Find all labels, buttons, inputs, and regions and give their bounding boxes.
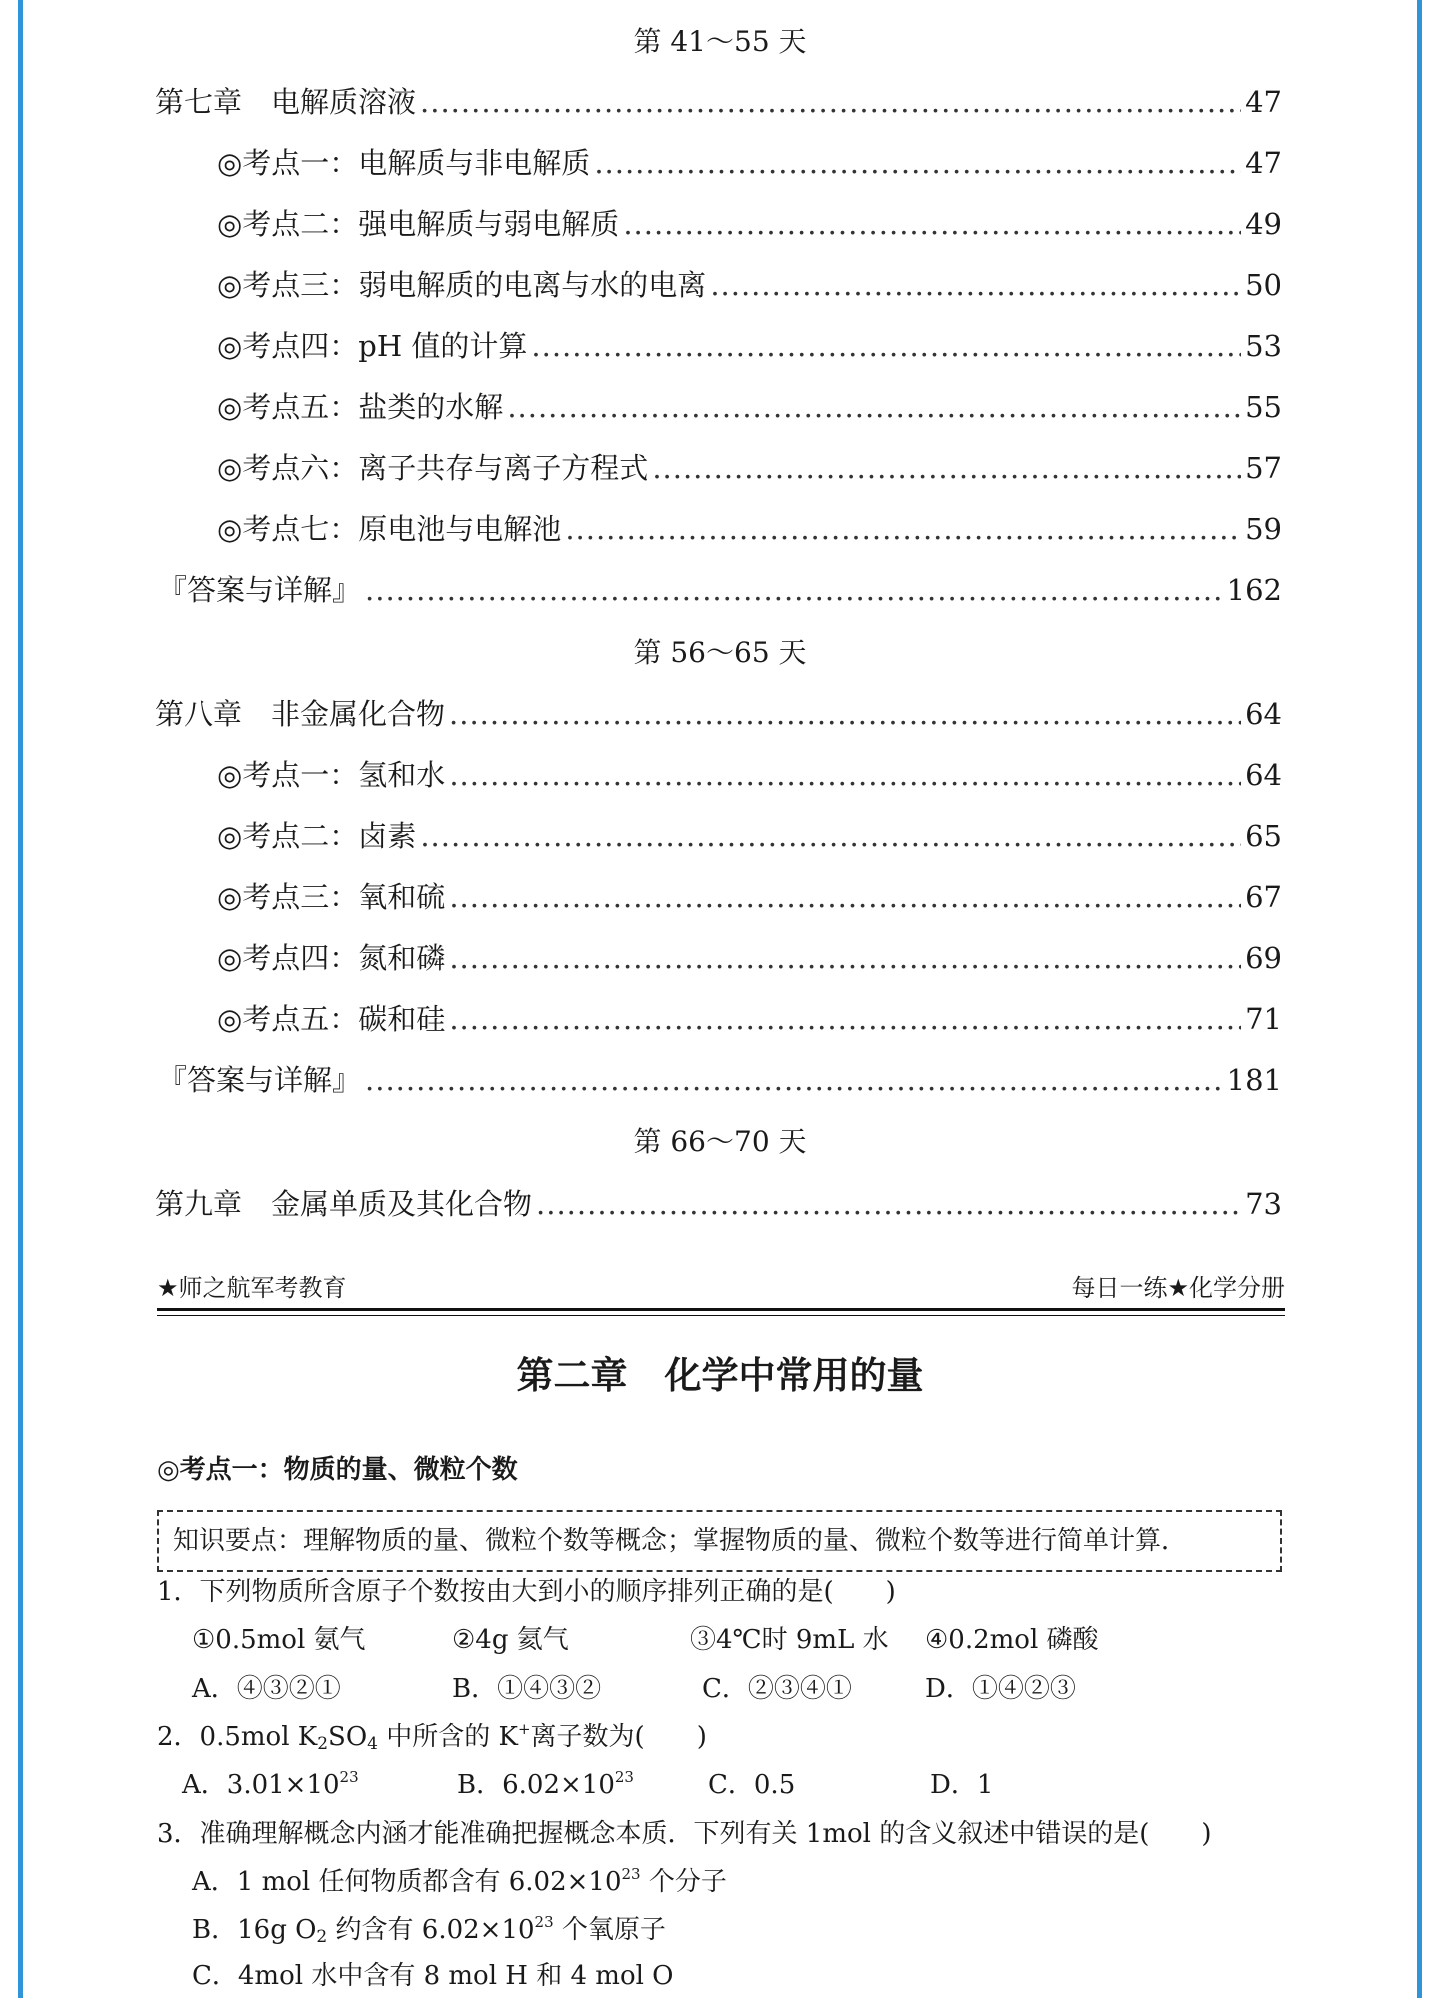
- toc-point-row[interactable]: [217, 387, 1282, 427]
- header-rule-thin: [157, 1315, 1285, 1316]
- toc-point-row[interactable]: [217, 509, 1282, 549]
- toc-chapter-label: 第八章 非金属化合物: [155, 697, 446, 731]
- question-1-stem: 1．下列物质所含原子个数按由大到小的顺序排列正确的是( ): [157, 1577, 896, 1607]
- page-header: [157, 1272, 1285, 1304]
- toc-point-row[interactable]: [217, 448, 1282, 488]
- toc-leader-dots: [652, 448, 1241, 488]
- toc-day-range: 第 56～65 天: [633, 636, 807, 669]
- q2-stem-part: 离子数为( ): [530, 1722, 707, 1752]
- toc-page-number: 47: [1245, 85, 1282, 119]
- option-exponent: 23: [534, 1913, 554, 1931]
- question-2-option-d[interactable]: D．1: [930, 1770, 994, 1800]
- toc-point-row[interactable]: [217, 816, 1282, 856]
- q2-subscript: 2: [317, 1734, 329, 1754]
- question-2-option-a[interactable]: [182, 1767, 359, 1803]
- toc-page-number: 50: [1245, 268, 1282, 302]
- toc-point-row[interactable]: [217, 143, 1282, 183]
- toc-answer-row[interactable]: [158, 1060, 1282, 1100]
- toc-point-label: ◎考点七：原电池与电解池: [217, 512, 562, 546]
- question-3-option-a[interactable]: [192, 1864, 727, 1900]
- toc-answer-label: 『答案与详解』: [158, 1063, 362, 1097]
- toc-page-number: 47: [1245, 146, 1282, 180]
- toc-leader-dots: [449, 999, 1241, 1039]
- toc-page-number: 49: [1245, 207, 1282, 241]
- toc-page-number: 57: [1245, 451, 1282, 485]
- option-text: A．1 mol 任何物质都含有 6.02×10: [192, 1867, 622, 1897]
- toc-point-label: ◎考点四：氮和磷: [217, 941, 446, 975]
- toc-chapter-label: 第九章 金属单质及其化合物: [155, 1187, 533, 1221]
- q2-stem-part: SO: [328, 1722, 368, 1752]
- toc-point-label: ◎考点二：卤素: [217, 819, 417, 853]
- chapter-title: 第二章 化学中常用的量: [516, 1354, 924, 1397]
- toc-point-label: ◎考点四：pH 值的计算: [217, 329, 528, 363]
- toc-page-number: 162: [1226, 573, 1282, 607]
- question-3-option-b[interactable]: [192, 1912, 666, 1948]
- toc-point-label: ◎考点三：氧和硫: [217, 880, 446, 914]
- q2-superscript: +: [517, 1720, 531, 1738]
- option-text: 个氧原子: [553, 1915, 666, 1945]
- toc-page-number: 59: [1245, 512, 1282, 546]
- option-text: B．16g O: [192, 1915, 317, 1945]
- toc-point-row[interactable]: [217, 204, 1282, 244]
- toc-leader-dots: [531, 326, 1241, 366]
- option-text: B．6.02×10: [457, 1770, 615, 1800]
- toc-page-number: 73: [1245, 1187, 1282, 1221]
- toc-point-label: ◎考点五：碳和硅: [217, 1002, 446, 1036]
- toc-page-number: 69: [1245, 941, 1282, 975]
- option-exponent: 23: [621, 1865, 641, 1883]
- question-1-item: ①0.5mol 氨气: [192, 1625, 366, 1655]
- toc-answer-label: 『答案与详解』: [158, 573, 362, 607]
- toc-answer-row[interactable]: [158, 570, 1282, 610]
- toc-page-number: 55: [1245, 390, 1282, 424]
- knowledge-points-box: 知识要点：理解物质的量、微粒个数等概念；掌握物质的量、微粒个数等进行简单计算．: [157, 1510, 1282, 1572]
- toc-point-row[interactable]: [217, 999, 1282, 1039]
- toc-chapter-row[interactable]: [155, 1184, 1282, 1224]
- toc-page-number: 181: [1226, 1063, 1282, 1097]
- option-text: A．3.01×10: [182, 1770, 340, 1800]
- question-1-option-a[interactable]: A．④③②①: [192, 1674, 341, 1704]
- toc-page-number: 65: [1245, 819, 1282, 853]
- toc-chapter-row[interactable]: [155, 694, 1282, 734]
- toc-leader-dots: [507, 387, 1241, 427]
- toc-point-label: ◎考点六：离子共存与离子方程式: [217, 451, 649, 485]
- question-1-option-c[interactable]: C．②③④①: [702, 1674, 852, 1704]
- option-exponent: 23: [614, 1768, 634, 1786]
- header-rule-thick: [157, 1308, 1285, 1311]
- toc-point-row[interactable]: [217, 326, 1282, 366]
- toc-leader-dots: [565, 509, 1241, 549]
- question-2-stem: [157, 1719, 707, 1755]
- option-text: 个分子: [640, 1867, 727, 1897]
- toc-leader-dots: [449, 877, 1241, 917]
- q2-subscript: 4: [367, 1734, 378, 1754]
- point-title: ◎考点一：物质的量、微粒个数: [157, 1455, 518, 1485]
- q2-stem-part: 2．0.5mol K: [157, 1722, 318, 1752]
- toc-page-number: 64: [1245, 697, 1282, 731]
- toc-day-range: 第 41～55 天: [633, 25, 807, 58]
- toc-point-row[interactable]: [217, 265, 1282, 305]
- question-3-stem: 3．准确理解概念内涵才能准确把握概念本质．下列有关 1mol 的含义叙述中错误的是( ): [157, 1819, 1212, 1849]
- question-2-option-b[interactable]: [457, 1767, 634, 1803]
- toc-leader-dots: [536, 1184, 1241, 1224]
- toc-point-label: ◎考点一：氢和水: [217, 758, 446, 792]
- toc-leader-dots: [449, 694, 1241, 734]
- toc-point-label: ◎考点二：强电解质与弱电解质: [217, 207, 620, 241]
- toc-point-label: ◎考点五：盐类的水解: [217, 390, 504, 424]
- toc-point-row[interactable]: [217, 938, 1282, 978]
- q2-stem-part: 中所含的 K: [378, 1722, 518, 1752]
- question-1-item: ③4℃时 9mL 水: [690, 1625, 889, 1655]
- page-header-left: ★师之航军考教育: [157, 1274, 347, 1302]
- question-2-option-c[interactable]: C．0.5: [708, 1770, 796, 1800]
- toc-page-number: 67: [1245, 880, 1282, 914]
- toc-page-number: 53: [1245, 329, 1282, 363]
- question-1-item: ④0.2mol 磷酸: [925, 1625, 1099, 1655]
- toc-point-label: ◎考点三：弱电解质的电离与水的电离: [217, 268, 707, 302]
- toc-leader-dots: [449, 938, 1241, 978]
- question-1-option-b[interactable]: B．①④③②: [452, 1674, 602, 1704]
- toc-chapter-row[interactable]: [155, 82, 1282, 122]
- toc-leader-dots: [710, 265, 1241, 305]
- question-1-option-d[interactable]: D．①④②③: [925, 1674, 1076, 1704]
- option-text: 约含有 6.02×10: [327, 1915, 535, 1945]
- option-exponent: 23: [339, 1768, 359, 1786]
- toc-leader-dots: [420, 82, 1241, 122]
- toc-point-row[interactable]: [217, 877, 1282, 917]
- toc-point-label: ◎考点一：电解质与非电解质: [217, 146, 591, 180]
- page-frame-left-border: [18, 0, 23, 1998]
- toc-leader-dots: [623, 204, 1241, 244]
- toc-leader-dots: [449, 755, 1241, 795]
- question-1-item: ②4g 氦气: [452, 1625, 569, 1655]
- question-3-option-c[interactable]: C．4mol 水中含有 8 mol H 和 4 mol O: [192, 1961, 674, 1991]
- toc-leader-dots: [365, 570, 1223, 610]
- option-subscript: 2: [316, 1927, 328, 1947]
- toc-leader-dots: [594, 143, 1241, 183]
- toc-day-range: 第 66～70 天: [633, 1125, 807, 1158]
- page-header-right: 每日一练★化学分册: [1071, 1274, 1285, 1302]
- toc-chapter-label: 第七章 电解质溶液: [155, 85, 417, 119]
- toc-leader-dots: [365, 1060, 1223, 1100]
- toc-page-number: 64: [1245, 758, 1282, 792]
- toc-leader-dots: [420, 816, 1241, 856]
- toc-point-row[interactable]: [217, 755, 1282, 795]
- toc-page-number: 71: [1245, 1002, 1282, 1036]
- page-frame-right-border: [1417, 0, 1422, 1998]
